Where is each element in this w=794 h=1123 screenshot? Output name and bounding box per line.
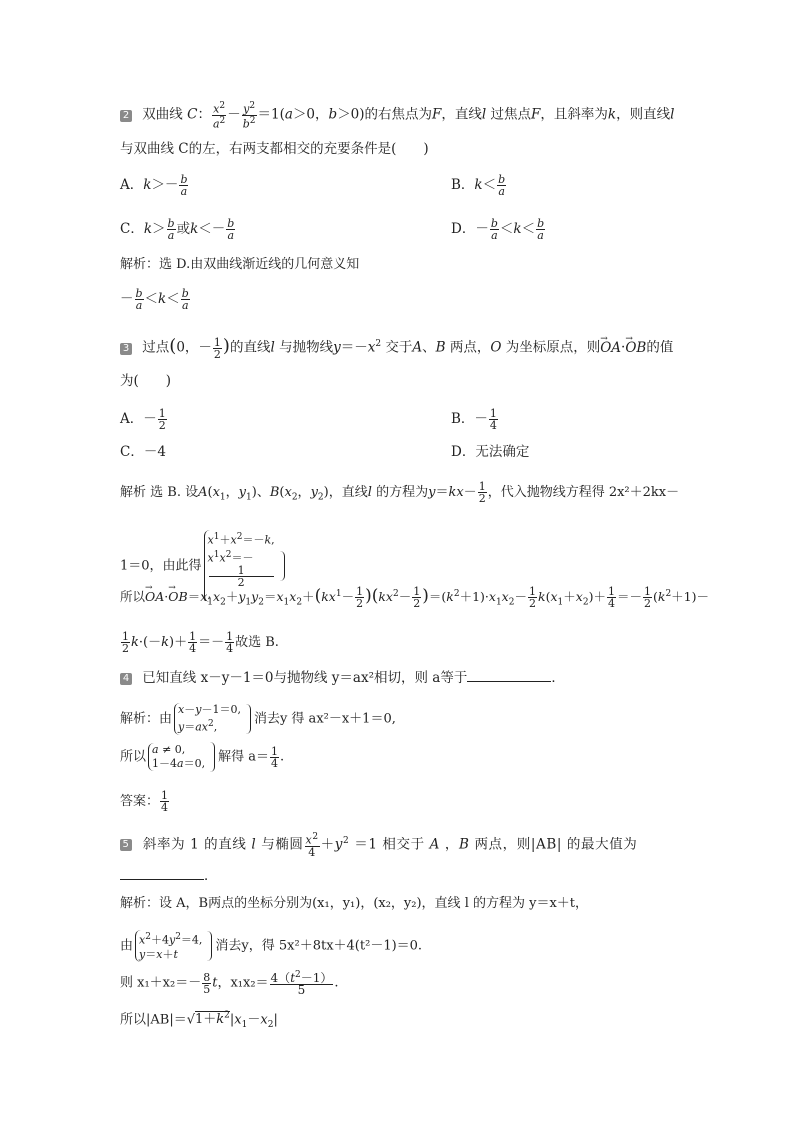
q5-stem: 5 斜率为 1 的直线 l 与椭圆 $\frac{x^2}{4}$ $+y^2 =1$ 相交于 A ，B 两点，则|AB| 的最大值为 — [120, 832, 637, 858]
answer-blank[interactable] — [120, 867, 204, 880]
equation-system: $x^1+x^2=-k$, $x^1x^2=-$ 1 2 , — [204, 530, 275, 602]
q3-analysis-line1: 解析 选 B. 设$A(x_1$，$y_1$)、$B(x_2$，$y_2$)，直线l 的方程为y＝kx－ $\frac{1}{2}$ ，代入抛物线方程得 2x²＋2kx－ — [120, 480, 680, 505]
q4-analysis-line1: 解析：由 x－y－1＝0, $y=ax^2$, 消去y 得 ax²－x＋1＝0, — [120, 703, 396, 734]
q3-option-a: A．－ $\frac{1}{2}$ — [120, 407, 166, 432]
q2-option-b: B．k＜ $\frac{b}{a}$ — [451, 173, 506, 198]
question-number-badge: 2 — [120, 110, 132, 122]
q3-option-b: B．－ $\frac{1}{4}$ — [451, 407, 497, 432]
q4-analysis-line2: 所以 a ≠ 0, 1－4a＝0, 解得 a＝ $\frac{1}{4}$ . — [120, 743, 285, 770]
q5-blank-line: ． — [120, 867, 218, 884]
q3-option-d: D．无法确定 — [451, 444, 530, 460]
question-number-badge: 5 — [120, 839, 132, 851]
q5-analysis-line4: 所以$|AB|=√1+k^2|x_1-x_2|$ — [120, 1011, 278, 1030]
q2-stem-line1: 2 双曲线 C： $\frac{x^2}{a^2}$ － $\frac{y^2}{b^2}$ ＝1(a＞0，b＞0)的右焦点为F，直线l 过焦点F，且斜率为k，则直线l — [120, 101, 674, 129]
q2-analysis-result: － $\frac{b}{a}$ ＜k＜ $\frac{b}{a}$ — [120, 287, 189, 312]
q3-stem-line1: 3 过点(0，－ $\frac{1}{2}$ )的直线l 与抛物线$y=-x^2$ 交于A、B 两点，O 为坐标原点，则→ OA·→ OB的值 — [120, 336, 673, 360]
question-number-badge: 3 — [120, 343, 132, 355]
q2-stem-text: 双曲线 — [142, 106, 183, 123]
q2-stem-line2: 与双曲线 C的左，右两支都相交的充要条件是( ) — [120, 141, 429, 157]
q5-analysis-line2: 由 $x^2+4y^2=4$, y＝x＋t 消去y，得 5x²＋8tx＋4(t²－1)＝0. — [120, 932, 423, 961]
equation-system: x－y－1＝0, $y=ax^2$, — [174, 703, 241, 735]
question-number-badge: 4 — [120, 673, 132, 685]
q4-answer: 答案： $\frac{1}{4}$ — [120, 789, 169, 814]
q5-analysis-line1: 解析：设 A，B两点的坐标分别为(x₁，y₁)，(x₂，y₂)，直线 l 的方程为 y＝x＋t， — [120, 896, 589, 911]
q3-analysis-line2: 1＝0，由此得 $x^1+x^2=-k$, $x^1x^2=-$ 1 2 , — [120, 530, 288, 602]
q3-analysis-line3: 所以→ $OA\cdot\to OB=x_1x_2+y_1y_2=x_1x_2+(kx^1-$ $\frac{1}{2}$ )($kx^2-$ $\frac{1}{2}$ )$=(k^2+1)\cdot x_1x_2-$ $\frac{1}{2}$ $k(x_1+x_2)+$ $\frac{1}{4}$ ＝－ $\frac{1}{2}$ $(k^2+1)-$ — [120, 586, 709, 611]
q3-stem-line2: 为( ) — [120, 373, 172, 389]
q4-stem: 4 已知直线 x－y－1＝0与抛物线 y＝ax²相切，则 a等于 ． — [120, 669, 565, 686]
hyperbola-y-term: $\frac{y^2}{b^2}$ — [242, 101, 256, 131]
q3-option-c: C．－4 — [120, 444, 166, 460]
q2-option-a: A．k＞－ $\frac{b}{a}$ — [120, 173, 188, 198]
equation-system: $x^2+4y^2=4$, y＝x＋t — [135, 930, 202, 962]
q3-analysis-line4: $\frac{1}{2}$ k·(－k)＋ $\frac{1}{4}$ ＝－ $\frac{1}{4}$ 故选 B. — [122, 630, 279, 655]
answer-blank[interactable] — [467, 669, 551, 682]
q2-option-d: D．－ $\frac{b}{a}$ ＜k＜ $\frac{b}{a}$ — [451, 217, 545, 242]
q2-option-c: C．k＞ $\frac{b}{a}$ 或k＜－ $\frac{b}{a}$ — [120, 217, 235, 242]
hyperbola-x-term: $\frac{x^2}{a^2}$ — [212, 101, 226, 131]
equation-system: a ≠ 0, 1－4a＝0, — [148, 743, 205, 771]
q5-analysis-line3: 则 x₁＋x₂＝－ $\frac{8}{5}$ t，x₁x₂＝ $\frac{4(t^2-1)}{5}$ . — [120, 970, 339, 997]
q2-analysis: 解析：选 D.由双曲线渐近线的几何意义知 — [120, 257, 360, 272]
